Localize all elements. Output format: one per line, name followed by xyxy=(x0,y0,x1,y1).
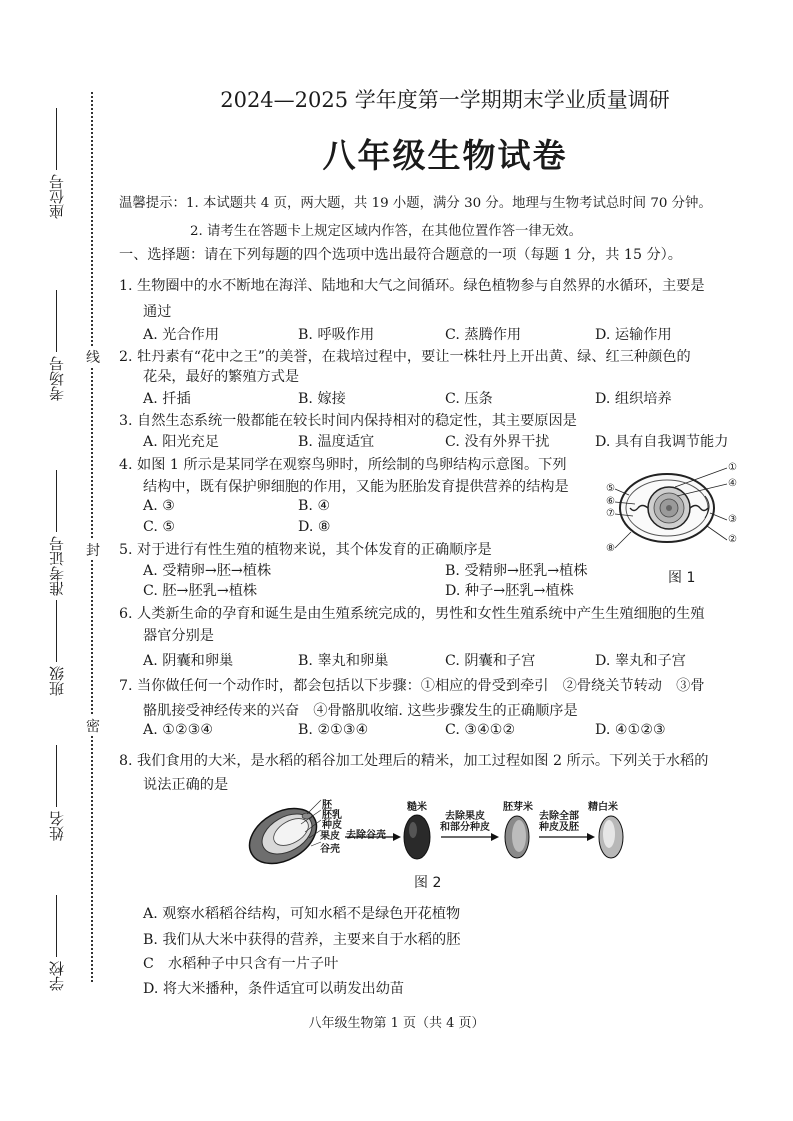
q7-stem-1: 7. 当你做任何一个动作时，都会包括以下步骤：①相应的骨受到牵引 ②骨绕关节转动 ③骨 xyxy=(119,678,705,694)
q1-option-b: B. 呼吸作用 xyxy=(298,327,375,343)
q1-option-a: A. 光合作用 xyxy=(143,327,220,343)
q2-option-b: B. 嫁接 xyxy=(298,391,346,407)
q1-stem-2: 通过 xyxy=(143,304,172,320)
q6-option-c: C. 阴囊和子宫 xyxy=(445,653,536,669)
q7-option-d: D. ④①②③ xyxy=(595,722,666,738)
egg-marker-4: ④ xyxy=(728,478,737,489)
part-embryo-label: 胚 xyxy=(322,800,332,811)
egg-structure-figure xyxy=(605,460,745,556)
name-label: 姓名 xyxy=(46,745,67,841)
egg-marker-7: ⑦ xyxy=(606,508,615,519)
q5-stem: 5. 对于进行有性生殖的植物来说，其个体发育的正确顺序是 xyxy=(119,542,492,558)
binding-dotted-line xyxy=(91,92,93,982)
product-brown-rice-label: 糙米 xyxy=(407,802,427,813)
step-1-label: 去除谷壳 xyxy=(346,830,386,841)
egg-marker-3: ③ xyxy=(728,514,737,525)
q7-option-c: C. ③④①② xyxy=(445,722,516,738)
q7-stem-2: 骼肌接受神经传来的兴奋 ④骨骼肌收缩. 这些步骤发生的正确顺序是 xyxy=(143,703,578,719)
q3-option-b: B. 温度适宜 xyxy=(298,434,375,450)
section-heading: 一、选择题：请在下列每题的四个选项中选出最符合题意的一项（每题 1 分，共 15 分）。 xyxy=(119,247,682,263)
product-germ-rice-label: 胚芽米 xyxy=(503,802,533,813)
q6-option-b: B. 睾丸和卵巢 xyxy=(298,653,389,669)
q8-stem-1: 8. 我们食用的大米，是水稻的稻谷加工处理后的精米，加工过程如图 2 所示。下列关于水稻的 xyxy=(119,753,709,769)
exam-subtitle: 八年级生物试卷 xyxy=(322,136,568,175)
notice-line-2: 2. 请考生在答题卡上规定区域内作答，在其他位置作答一律无效。 xyxy=(190,224,582,239)
q5-option-b: B. 受精卵→胚乳→植株 xyxy=(445,563,588,579)
egg-marker-2: ② xyxy=(728,534,737,545)
q2-stem-1: 2. 牡丹素有“花中之王”的美誉，在栽培过程中，要让一株牡丹上开出黄、绿、红三种颜色的 xyxy=(119,349,691,365)
admission-number-label: 准考证号 xyxy=(46,470,67,596)
q1-option-c: C. 蒸腾作用 xyxy=(445,327,522,343)
figure-1-caption: 图 1 xyxy=(668,570,696,586)
seal-char-line: 线 xyxy=(86,347,98,367)
page-footer: 八年级生物第 1 页（共 4 页） xyxy=(308,1016,485,1031)
q2-stem-2: 花朵，最好的繁殖方式是 xyxy=(143,369,300,385)
q4-stem-2: 结构中，既有保护卵细胞的作用，又能为胚胎发育提供营养的结构是 xyxy=(143,479,569,495)
q4-stem-1: 4. 如图 1 所示是某同学在观察鸟卵时，所绘制的鸟卵结构示意图。下列 xyxy=(119,457,567,473)
q4-option-c: C. ⑤ xyxy=(143,519,176,535)
part-seedcoat-label: 种皮 xyxy=(322,820,342,831)
egg-marker-6: ⑥ xyxy=(606,496,615,507)
product-white-rice-label: 精白米 xyxy=(588,802,618,813)
part-endosperm-label: 胚乳 xyxy=(322,810,342,821)
step-2-label: 去除果皮 和部分种皮 xyxy=(440,811,490,833)
notice-line-1: 温馨提示：1. 本试题共 4 页，两大题，共 19 小题，满分 30 分。地理与生物考试总时间 70 分钟。 xyxy=(119,196,712,211)
q5-option-a: A. 受精卵→胚→植株 xyxy=(143,563,272,579)
q4-option-a: A. ③ xyxy=(143,498,175,514)
q2-option-d: D. 组织培养 xyxy=(595,391,672,407)
q3-stem: 3. 自然生态系统一般都能在较长时间内保持相对的稳定性，其主要原因是 xyxy=(119,413,577,429)
q8-option-b: B. 我们从大米中获得的营养，主要来自于水稻的胚 xyxy=(143,932,461,948)
q6-option-d: D. 睾丸和子宫 xyxy=(595,653,686,669)
q7-option-a: A. ①②③④ xyxy=(143,722,214,738)
exam-title: 2024—2025 学年度第一学期期末学业质量调研 xyxy=(220,88,670,112)
q1-option-d: D. 运输作用 xyxy=(595,327,672,343)
q2-option-a: A. 扦插 xyxy=(143,391,191,407)
q5-option-d: D. 种子→胚乳→植株 xyxy=(445,583,574,599)
q1-stem-1: 1. 生物圈中的水不断地在海洋、陆地和大气之间循环。绿色植物参与自然界的水循环，主要是 xyxy=(119,278,705,294)
q3-option-d: D. 具有自我调节能力 xyxy=(595,434,729,450)
q4-option-b: B. ④ xyxy=(298,498,331,514)
q7-option-b: B. ②①③④ xyxy=(298,722,369,738)
q3-option-a: A. 阳光充足 xyxy=(143,434,220,450)
q6-option-a: A. 阴囊和卵巢 xyxy=(143,653,234,669)
q8-stem-2: 说法正确的是 xyxy=(143,777,229,793)
q5-option-c: C. 胚→胚乳→植株 xyxy=(143,583,258,599)
egg-marker-8: ⑧ xyxy=(606,543,615,554)
q4-option-d: D. ⑧ xyxy=(298,519,331,535)
part-pericarp-label: 果皮 xyxy=(320,831,340,842)
q6-stem-2: 器官分别是 xyxy=(143,628,214,644)
seat-number-label: 座位号 xyxy=(46,108,67,219)
q6-stem-1: 6. 人类新生命的孕育和诞生是由生殖系统完成的，男性和女性生殖系统中产生生殖细胞的生殖 xyxy=(119,606,705,622)
part-husk-label: 谷壳 xyxy=(320,844,340,855)
step-3-label: 去除全部 种皮及胚 xyxy=(539,811,579,833)
egg-marker-1: ① xyxy=(728,462,737,473)
q8-option-c: C 水稻种子中只含有一片子叶 xyxy=(143,956,339,972)
q3-option-c: C. 没有外界干扰 xyxy=(445,434,550,450)
q8-option-a: A. 观察水稻稻谷结构，可知水稻不是绿色开花植物 xyxy=(143,906,461,922)
q8-option-d: D. 将大米播种，条件适宜可以萌发出幼苗 xyxy=(143,981,405,997)
seal-char-seal: 封 xyxy=(86,540,98,560)
egg-marker-5: ⑤ xyxy=(606,483,615,494)
seal-char-secret: 密 xyxy=(86,716,98,736)
q2-option-c: C. 压条 xyxy=(445,391,493,407)
exam-room-label: 考场号 xyxy=(46,290,67,401)
class-label: 班级 xyxy=(46,600,67,696)
school-label: 学校 xyxy=(46,895,67,991)
figure-2-caption: 图 2 xyxy=(414,875,442,891)
